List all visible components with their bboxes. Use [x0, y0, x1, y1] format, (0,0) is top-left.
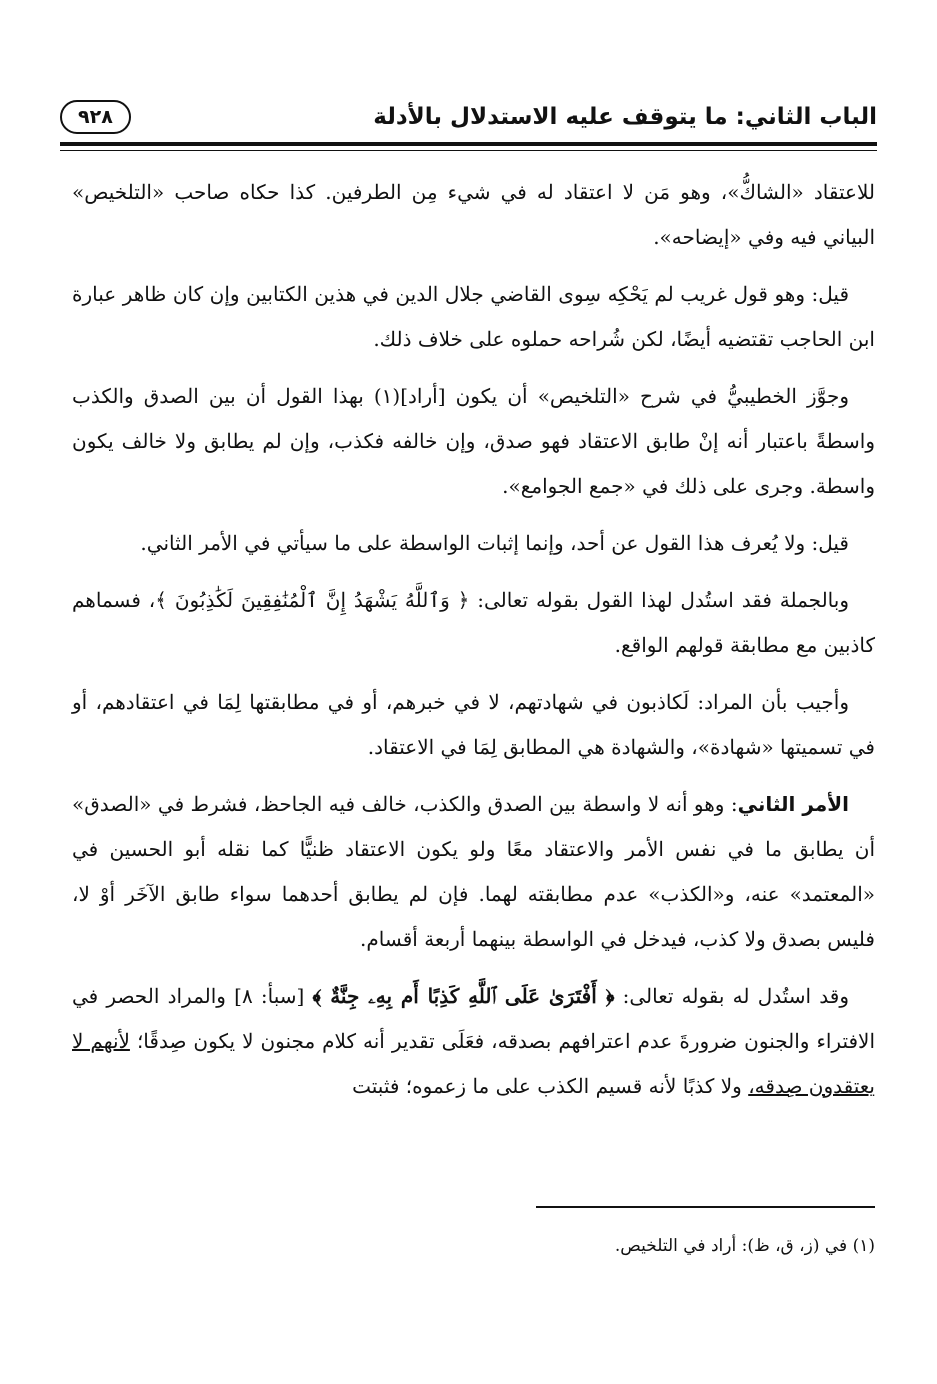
- paragraph: قيل: وهو قول غريب لم يَحْكِه سِوى القاضي جلال الدين في هذين الكتابين وإن كان ظاهر عبارة ابن الحاجب تقتضيه أيضًا، لكن شُراحه حملوه على خلاف ذلك.: [72, 282, 875, 351]
- section-term: الأمر الثاني: [737, 792, 849, 816]
- main-text: [72, 170, 875, 1121]
- paragraph-text: : وهو أنه لا واسطة بين الصدق والكذب، خالف فيه الجاحظ، فشرط في «الصدق» أن يطابق ما في نفس الأمر والاعتقاد معًا ولو يكون الاعتقاد ظنيًّا كما نقله أبو الحسين في «المعتمد» عنه، و«الكذب» عدم مطابقته لهما. فإن لم يطابق أحدهما سواء طابق الآخَر أوْ لا، فليس بصدق ولا كذب، فيدخل في الواسطة بينهما أربعة أقسام.: [72, 792, 875, 951]
- page-header: [60, 94, 877, 140]
- header-rule-thin: [60, 150, 877, 151]
- paragraph: قيل: ولا يُعرف هذا القول عن أحد، وإنما إثبات الواسطة على ما سيأتي في الأمر الثاني.: [140, 531, 849, 555]
- underlined-text: لأنهم لا يعتقدون صِدقه،: [72, 1029, 875, 1098]
- paragraph: للاعتقاد «الشاكُّ»، وهو مَن لا اعتقاد له في شيء مِن الطرفين. كذا حكاه صاحب «التلخيص» البياني فيه وفي «إيضاحه».: [72, 180, 875, 249]
- paragraph-amr-thani: [72, 782, 875, 962]
- paragraph: وبالجملة فقد استُدل لهذا القول بقوله تعالى: ﴿ وَٱللَّهُ يَشْهَدُ إِنَّ ٱلْمُنَٰفِقِينَ لَكَٰذِبُونَ ﴾، فسماهم كاذبين مع مطابقة قولهم الواقع.: [72, 588, 875, 657]
- quran-verse: ﴿ أَفْتَرَىٰ عَلَى ٱللَّهِ كَذِبًا أَم بِهِۦ جِنَّةٌ ﴾: [312, 984, 615, 1008]
- chapter-title: الباب الثاني: ما يتوقف عليه الاستدلال بالأدلة: [373, 104, 877, 130]
- paragraph-text: [سبأ: ٨] والمراد الحصر في الافتراء والجنون ضرورةَ عدم اعترافهم بصدقه، فعَلَى تقدير أنه كلام مجنون لا يكون صِدقًا؛: [72, 984, 876, 1053]
- footnote: (١) في (ز، ق، ظ): أراد في التلخيص.: [614, 1236, 875, 1256]
- paragraph: وأجيب بأن المراد: لَكاذبون في شهادتهم، لا في خبرهم، أو في مطابقتها لِمَا في اعتقادهم، أو في تسميتها «شهادة»، والشهادة هي المطابق لِمَا في الاعتقاد.: [72, 690, 875, 759]
- header-rule: [60, 142, 877, 146]
- paragraph-text: ولا كذبًا لأنه قسيم الكذب على ما زعموه؛ فثبتت: [352, 1074, 742, 1098]
- page-number: ٩٢٨: [60, 100, 131, 134]
- paragraph: وجوَّز الخطيبيُّ في شرح «التلخيص» أن يكون [أراد](١) بهذا القول أن بين الصدق والكذب واسطةً باعتبار أنه إنْ طابق الاعتقاد فهو صدق، وإن خالفه فكذب، وإن لم يطابق ولا خالف يكون واسطة. وجرى على ذلك في «جمع الجوامع».: [72, 384, 875, 498]
- paragraph-text: وقد استُدل له بقوله تعالى:: [622, 984, 849, 1008]
- footnote-rule: [536, 1206, 875, 1208]
- paragraph-last: [72, 974, 875, 1109]
